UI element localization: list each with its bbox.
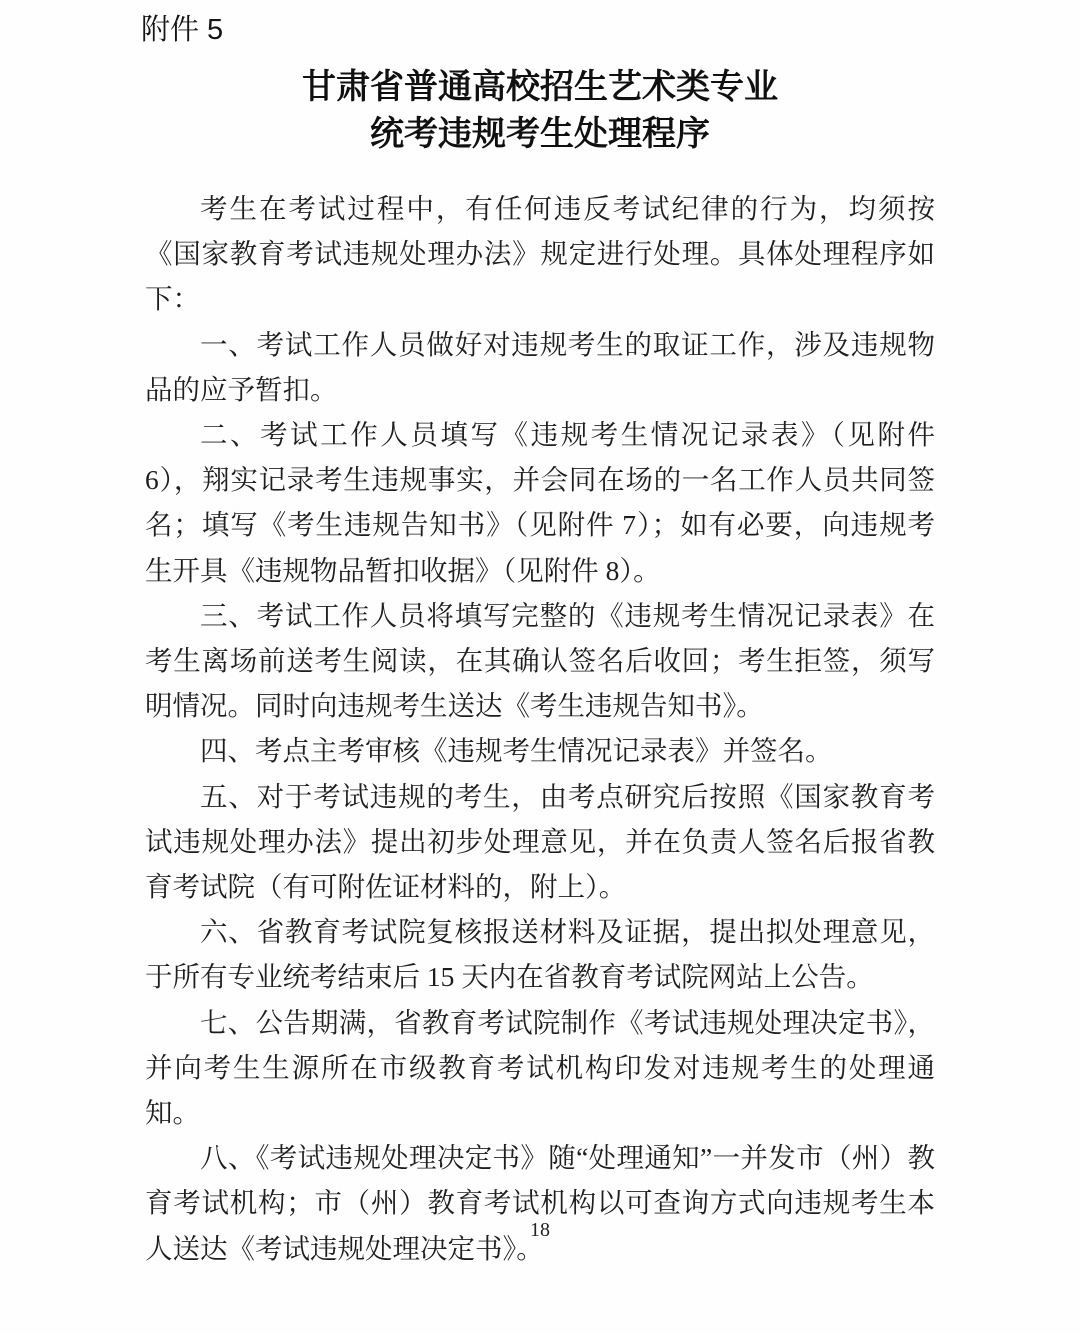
paragraph-intro: 考生在考试过程中，有任何违反考试纪律的行为，均须按《国家教育考试违规处理办法》规定进行处理。具体处理程序如下： — [145, 193, 935, 315]
paragraph-item-1: 一、考试工作人员做好对违规考生的取证工作，涉及违规物品的应予暂扣。 — [145, 328, 935, 405]
attachment-label: 附件 5 — [141, 14, 224, 46]
paragraph-item-4: 四、考点主考审核《违规考生情况记录表》并签名。 — [200, 735, 833, 767]
page-number: 18 — [530, 1219, 550, 1241]
document-title — [0, 64, 1080, 158]
paragraph-item-2: 二、考试工作人员填写《违规考生情况记录表》（见附件 6），翔实记录考生违规事实，并会同在场的一名工作人员共同签名；填写《考生违规告知书》（见附件 7）；如有必要，向违规考生开具《违规物品暂扣收据》（见附件 8）。 — [145, 419, 935, 586]
document-body — [145, 186, 935, 1271]
paragraph-item-8: 八、《考试违规处理决定书》随“处理通知”一并发市（州）教育考试机构；市（州）教育考试机构以可查询方式向违规考生本人送达《考试违规处理决定书》。 — [145, 1142, 935, 1264]
document-title-line-2: 统考违规考生处理程序 — [370, 116, 710, 153]
paragraph-item-5: 五、对于考试违规的考生，由考点研究后按照《国家教育考试违规处理办法》提出初步处理意见，并在负责人签名后报省教育考试院（有可附佐证材料的，附上）。 — [145, 780, 935, 903]
document-title-line-1: 甘肃省普通高校招生艺术类专业 — [302, 69, 778, 106]
paragraph-item-3: 三、考试工作人员将填写完整的《违规考生情况记录表》在考生离场前送考生阅读，在其确认签名后收回；考生拒签，须写明情况。同时向违规考生送达《考生违规告知书》。 — [145, 599, 935, 722]
paragraph-item-6: 六、省教育考试院复核报送材料及证据，提出拟处理意见，于所有专业统考结束后 15 天内在省教育考试院网站上公告。 — [145, 916, 935, 993]
paragraph-item-7: 七、公告期满，省教育考试院制作《考试违规处理决定书》，并向考生生源所在市级教育考试机构印发对违规考生的处理通知。 — [145, 1006, 935, 1129]
